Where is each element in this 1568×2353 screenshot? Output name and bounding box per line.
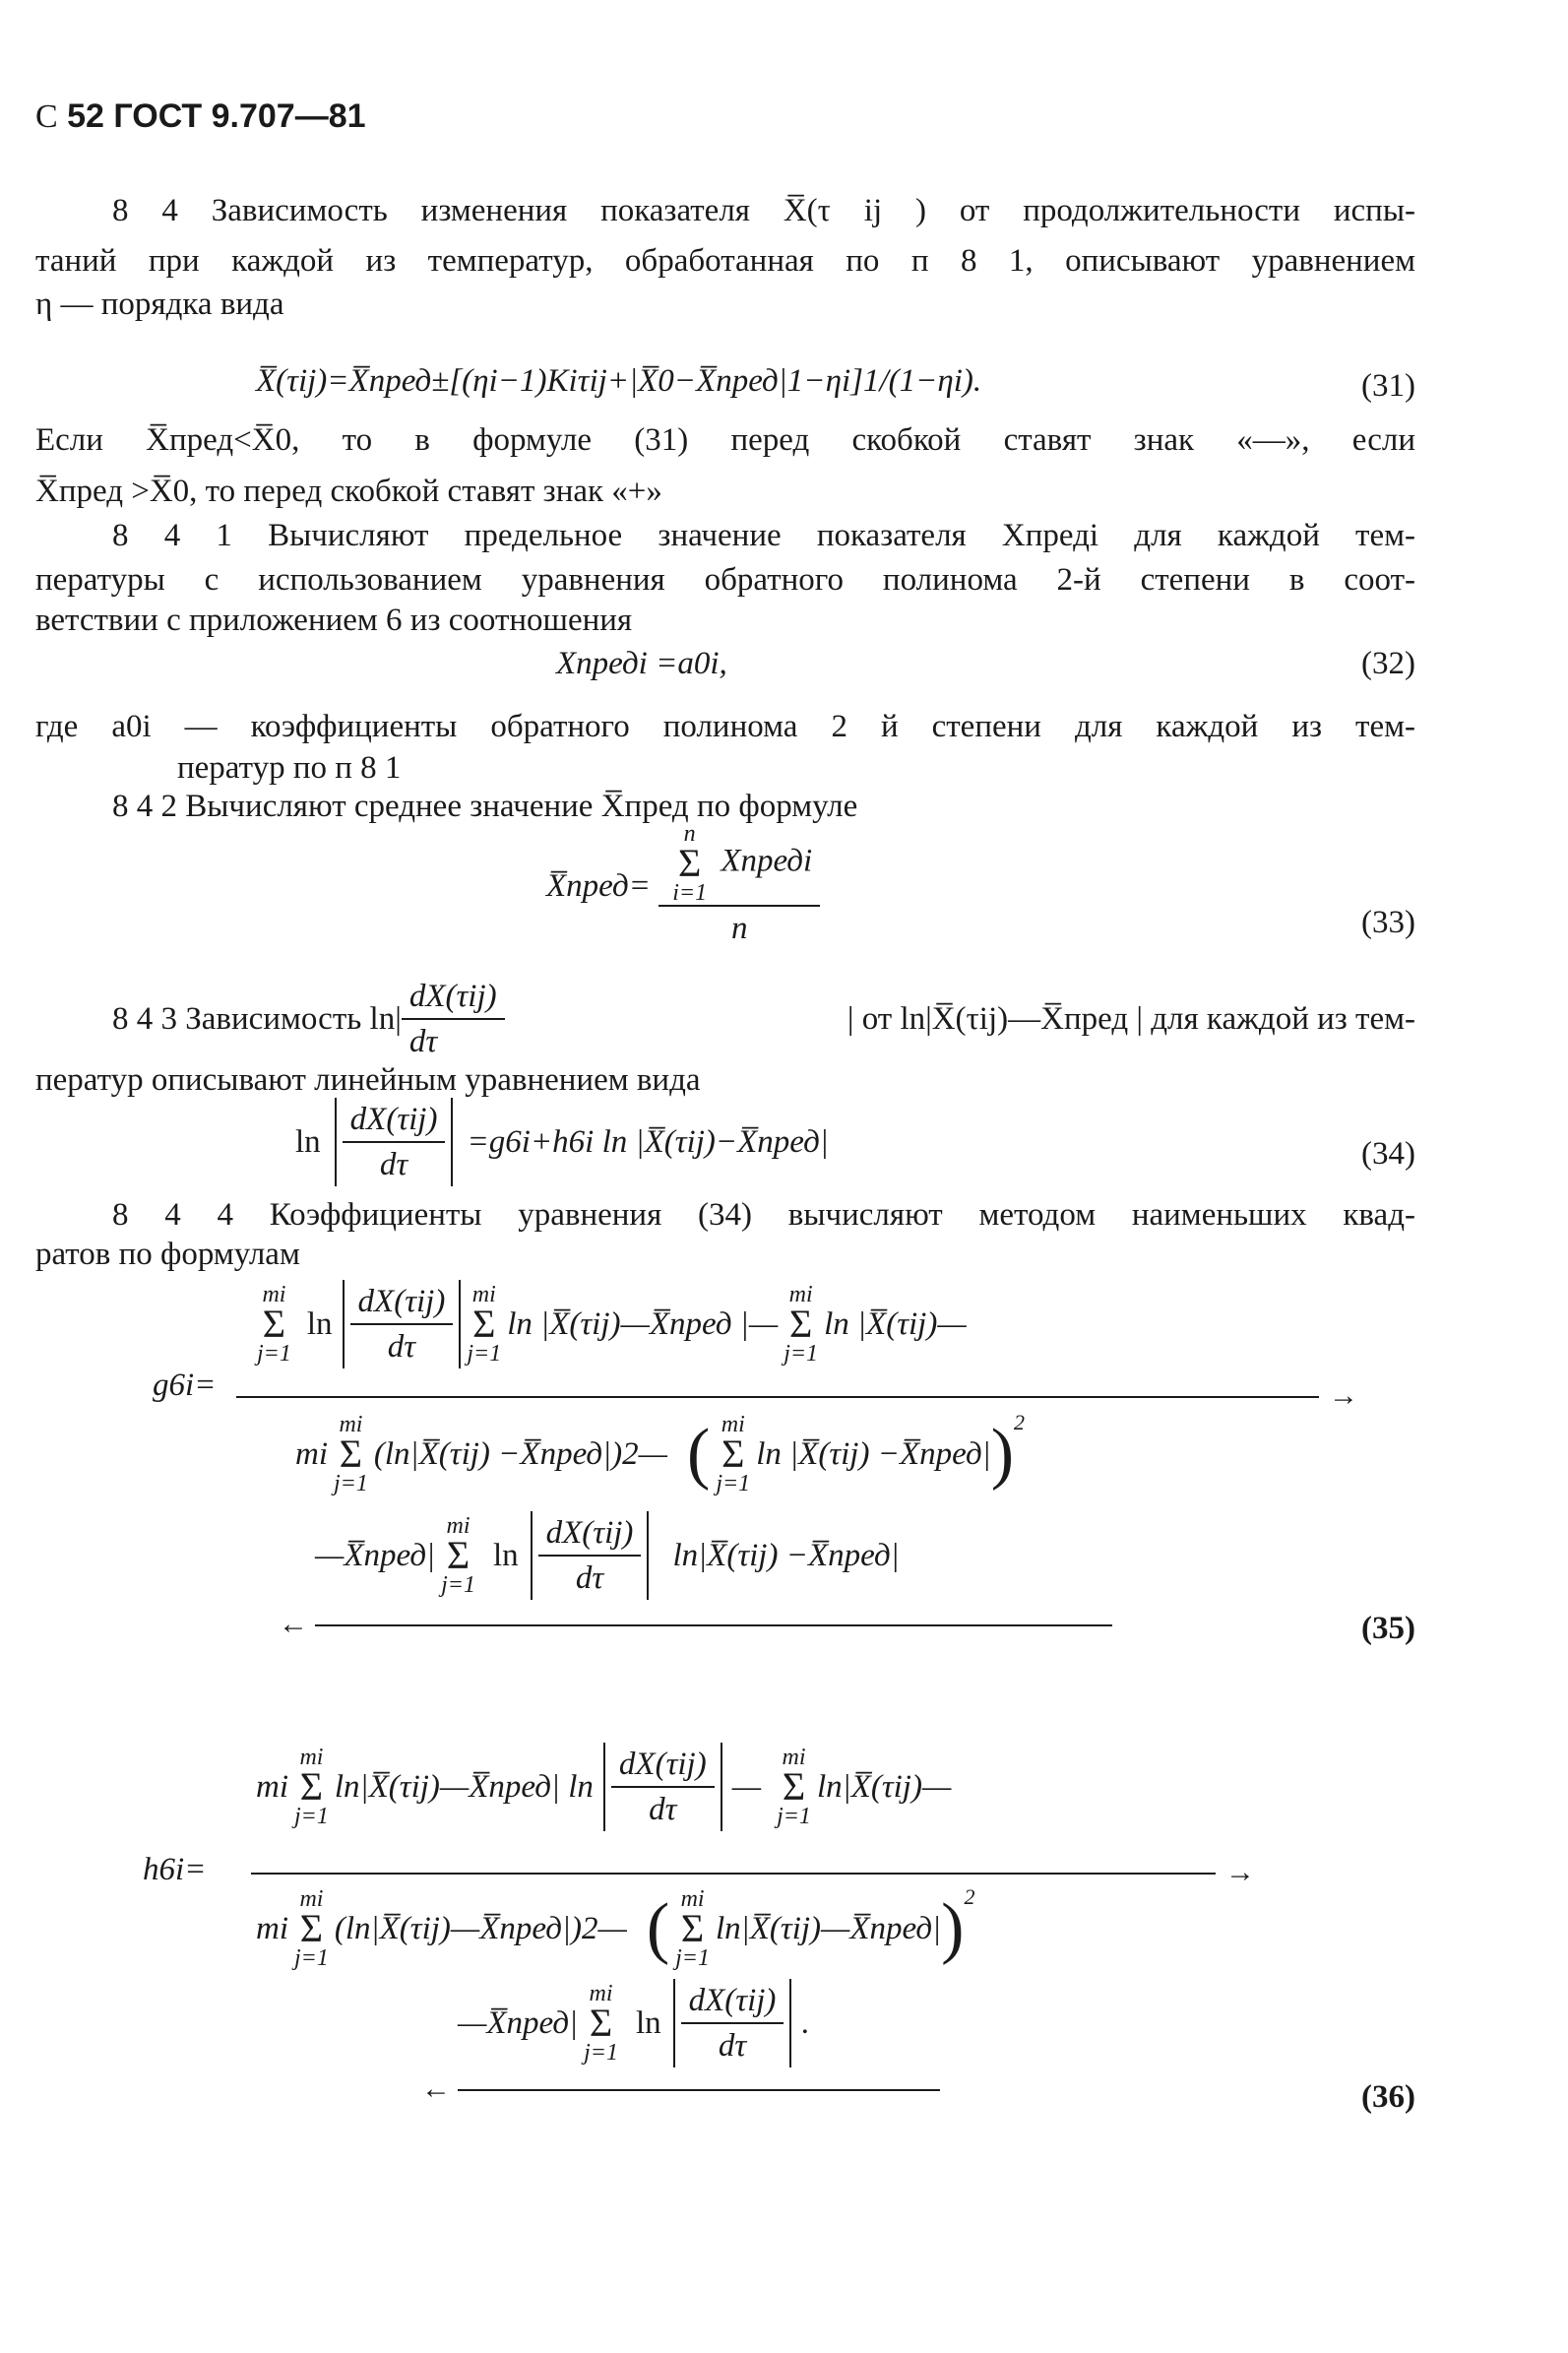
header-letter: С [35, 98, 58, 135]
sigma-icon: Σ [446, 1533, 470, 1578]
eq34-ln: ln [295, 1124, 321, 1161]
eq33-numerator-term: Xпредi [721, 843, 813, 879]
eq36-top-frac-den: dτ [649, 1792, 677, 1828]
where-line-1: где a0i — коэффициенты обратного полинома 2 й степени для каждой из тем- [35, 709, 1415, 744]
paren-open-icon: ( [646, 1890, 670, 1966]
equation-32-number: (32) [1361, 646, 1415, 681]
paragraph-8-4-3-line-2: ператур описывают линейным уравнением вида [35, 1062, 701, 1098]
eq35-top-frac-den: dτ [387, 1329, 416, 1366]
eq35-top-fraction [350, 1280, 454, 1368]
eq36-den-term-c: ln|X̅(τij)—X̅пред| [716, 1910, 942, 1946]
equation-33 [546, 822, 820, 950]
eq35-fraction-bar [236, 1396, 1319, 1398]
eq36-lhs: h6i= [143, 1852, 207, 1887]
eq35-den-exponent: 2 [1014, 1410, 1026, 1434]
eq36-top-term-d: ln|X̅(τij)— [816, 1769, 952, 1806]
paragraph-8-4-3-line-1 [112, 975, 1415, 1063]
eq36-top-term-b: ln|X̅(τij)—X̅пред| ln [334, 1769, 594, 1806]
eq35-arrow-right-icon: → [1329, 1379, 1358, 1412]
sigma-icon: Σ [788, 1302, 813, 1347]
paren-close-icon: ) [990, 1416, 1015, 1492]
sigma-icon: Σ [680, 1905, 705, 1950]
eq36-continuation [458, 1979, 810, 2067]
eq35-sum-3: mi Σ j=1 [784, 1282, 819, 1367]
sigma-icon: Σ [299, 1905, 324, 1950]
eq36-cont-dot: . [801, 2005, 810, 2042]
paragraph-8-4-3-fraction [402, 975, 505, 1063]
eq35-numerator [251, 1280, 967, 1368]
paren-open-icon: ( [687, 1416, 711, 1492]
eq36-cont-frac-num: dX(τij) [681, 1979, 784, 2024]
eq33-sum-top: n [683, 821, 696, 847]
eq36-top-frac-num: dX(τij) [611, 1743, 715, 1788]
eq35-sum-2: mi Σ j=1 [467, 1282, 502, 1367]
sigma-icon: Σ [299, 1764, 324, 1810]
paragraph-8-4-1-line-1: 8 4 1 Вычисляют предельное значение показателя Xпредi для каждой тем- [112, 518, 1415, 553]
sigma-icon: Σ [589, 2001, 613, 2046]
paragraph-8-4-3-text-b: | от ln|X̅(τij)—X̅пред | для каждой из тем- [847, 1001, 1415, 1038]
eq33-lhs: X̅пред= [546, 868, 651, 904]
eq36-continuation-bar [458, 2089, 940, 2091]
eq36-sum-1: mi Σ j=1 [294, 1745, 329, 1830]
eq36-fraction-bar [251, 1873, 1216, 1875]
eq34-fraction [343, 1098, 446, 1186]
paragraph-8-4-3-left [112, 975, 505, 1063]
eq36-cont-ln: ln [635, 2005, 661, 2042]
equation-31: X̅(τij)=X̅пред±[(ηi−1)Kiτij+|X̅0−X̅пред|1−ηi]1/(1−ηi). [256, 363, 982, 399]
eq33-sum-bottom: i=1 [672, 880, 708, 906]
equation-34 [295, 1098, 829, 1186]
eq35-sum-6: mi Σ j=1 [441, 1513, 475, 1599]
eq35-sum-5: mi Σ j=1 [716, 1411, 751, 1496]
eq36-cont-abs [673, 1979, 792, 2067]
eq36-cont-frac-den: dτ [718, 2028, 747, 2065]
eq35-cont-term-c: ln|X̅(τij) −X̅пред| [672, 1538, 900, 1574]
eq35-sum-1: mi Σ j=1 [257, 1282, 291, 1367]
page-header [35, 95, 366, 140]
eq36-sum-2: mi Σ j=1 [777, 1745, 811, 1830]
eq35-cont-fraction [538, 1511, 642, 1600]
equation-35-number: (35) [1361, 1611, 1415, 1646]
paragraph-8-4-line-2: таний при каждой из температур, обработанная по п 8 1, описывают уравнением [35, 243, 1415, 279]
eq35-cont-frac-den: dτ [575, 1560, 604, 1597]
eq36-den-exponent: 2 [964, 1884, 975, 1909]
eq36-cont-term-a: —X̅пред| [458, 2005, 579, 2042]
sigma-icon: Σ [782, 1764, 806, 1810]
eq36-den-term-b: (ln|X̅(τij)—X̅пред|)2— [334, 1910, 627, 1946]
eq33-fraction [659, 822, 820, 950]
sigma-icon: Σ [472, 1302, 496, 1347]
eq35-den-m: mi [295, 1435, 328, 1472]
paragraph-sign-line-2: X̅пред >X̅0, то перед скобкой ставят знак «+» [35, 474, 662, 509]
eq33-denominator: n [730, 911, 748, 946]
eq35-top-frac-num: dX(τij) [350, 1280, 454, 1325]
eq36-denominator [256, 1882, 974, 1975]
eq35-lhs: g6i= [153, 1367, 217, 1403]
eq35-continuation [315, 1511, 900, 1600]
equation-34-number: (34) [1361, 1136, 1415, 1172]
eq33-sum [672, 822, 707, 905]
sigma-icon: Σ [721, 1431, 745, 1476]
eq35-cont-ln: ln [492, 1538, 519, 1574]
paragraph-sign-line-1: Если X̅пред<X̅0, то в формуле (31) перед скобкой ставят знак «—», если [35, 422, 1415, 458]
eq35-continuation-bar [315, 1624, 1112, 1626]
eq35-sum-4: mi Σ j=1 [334, 1411, 368, 1496]
paragraph-8-4-3-frac-den: dτ [408, 1024, 438, 1060]
eq35-top-term-c: ln |X̅(τij)— [824, 1306, 967, 1343]
paragraph-8-4-3-text-a: 8 4 3 Зависимость ln| [112, 1001, 402, 1038]
eq36-top-minus: — [731, 1769, 762, 1806]
eq35-arrow-left-icon: ← [279, 1608, 308, 1640]
sigma-icon: Σ [678, 841, 702, 885]
eq36-sum-3: mi Σ j=1 [294, 1885, 329, 1971]
equation-32: Xпредi =a0i, [556, 646, 727, 681]
paragraph-8-4-line-1: 8 4 Зависимость изменения показателя X̅(τ ij ) от продолжительности испы- [112, 193, 1415, 228]
eq35-den-term-c: ln |X̅(τij) −X̅пред| [756, 1435, 991, 1472]
sigma-icon: Σ [339, 1431, 363, 1476]
eq36-sum-4: mi Σ j=1 [675, 1885, 710, 1971]
paragraph-8-4-1-line-2: пературы с использованием уравнения обратного полинома 2-й степени в соот- [35, 562, 1415, 598]
eq35-top-term-b: ln |X̅(τij)—X̅пред |— [507, 1306, 779, 1343]
eq35-denominator [295, 1408, 1025, 1500]
eq36-cont-fraction [681, 1979, 784, 2067]
eq33-numerator [659, 822, 820, 907]
eq35-top-abs [343, 1280, 462, 1368]
sigma-icon: Σ [262, 1302, 286, 1347]
eq34-frac-den: dτ [379, 1147, 408, 1183]
eq36-numerator [256, 1743, 951, 1831]
eq35-cont-abs [531, 1511, 650, 1600]
eq36-sum-5: mi Σ j=1 [584, 1981, 618, 2067]
eq36-top-m: mi [256, 1769, 288, 1806]
equation-33-number: (33) [1361, 905, 1415, 940]
page-number: 52 [67, 97, 104, 135]
eq36-top-fraction [611, 1743, 715, 1831]
paren-close-icon: ) [941, 1890, 965, 1966]
paragraph-8-4-4-line-2: ратов по формулам [35, 1237, 300, 1272]
eq35-den-term-b: (ln|X̅(τij) −X̅пред|)2— [373, 1435, 667, 1472]
eq36-arrow-left-icon: ← [421, 2072, 451, 2105]
eq36-den-m: mi [256, 1910, 288, 1946]
eq35-cont-frac-num: dX(τij) [538, 1511, 642, 1557]
equation-31-number: (31) [1361, 368, 1415, 404]
paragraph-8-4-1-line-3: ветствии с приложением 6 из соотношения [35, 603, 633, 638]
eq36-top-abs [603, 1743, 722, 1831]
where-line-2: ператур по п 8 1 [177, 750, 402, 786]
eq34-rhs: =g6i+h6i ln |X̅(τij)−X̅пред| [467, 1124, 829, 1161]
paragraph-8-4-4-line-1: 8 4 4 Коэффициенты уравнения (34) вычисляют методом наименьших квад- [112, 1197, 1415, 1233]
eq36-arrow-right-icon: → [1225, 1856, 1255, 1888]
eq34-abs [335, 1098, 454, 1186]
equation-36-number: (36) [1361, 2079, 1415, 2115]
gost-number: ГОСТ 9.707—81 [113, 97, 366, 135]
paragraph-8-4-line-3: η — порядка вида [35, 286, 284, 322]
eq35-top-ln: ln [306, 1306, 333, 1343]
eq35-cont-term-a: —X̅пред| [315, 1538, 436, 1574]
paragraph-8-4-3-frac-num: dX(τij) [402, 975, 505, 1020]
eq34-frac-num: dX(τij) [343, 1098, 446, 1143]
paragraph-8-4-2: 8 4 2 Вычисляют среднее значение X̅пред по формуле [112, 789, 858, 824]
